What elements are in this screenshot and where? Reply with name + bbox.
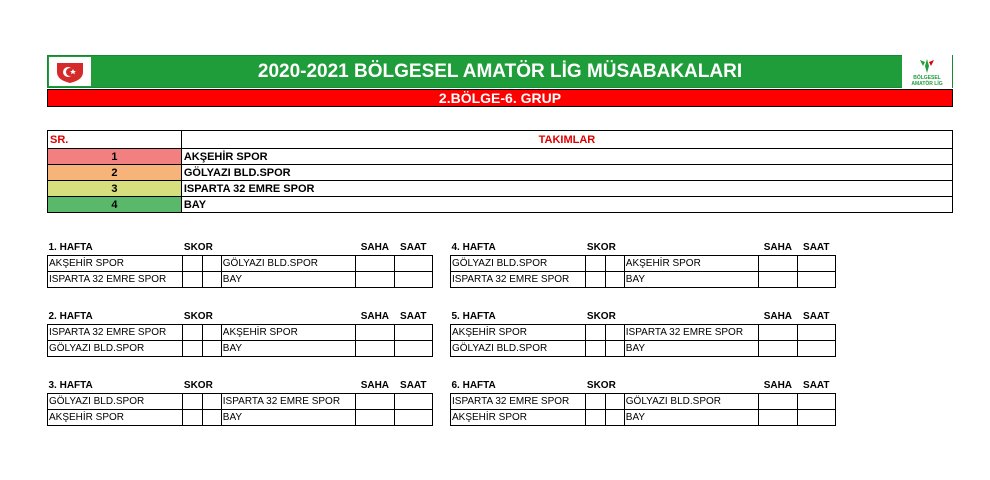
team-name: GÖLYAZI BLD.SPOR [181, 165, 952, 181]
match-row [451, 393, 836, 409]
away-team: BAY [221, 409, 355, 425]
away-team: BAY [221, 340, 355, 356]
group-subtitle-text: 2.BÖLGE-6. GRUP [438, 90, 562, 106]
league-logo-text: BÖLGESEL AMATÖR LİG [911, 75, 943, 87]
away-team: ISPARTA 32 EMRE SPOR [221, 393, 355, 409]
home-team: GÖLYAZI BLD.SPOR [48, 340, 183, 356]
week-fixture-table [47, 379, 433, 426]
federation-logo [49, 57, 91, 86]
away-score[interactable] [605, 393, 624, 409]
home-team: AKŞEHİR SPOR [451, 324, 586, 340]
week-label: 6. HAFTA [451, 380, 496, 392]
saha-header: SAHA [360, 311, 390, 323]
saat-header: SAAT [803, 311, 830, 323]
skor-header: SKOR [183, 311, 213, 323]
skor-header: SKOR [586, 380, 616, 392]
home-team: ISPARTA 32 EMRE SPOR [48, 271, 183, 287]
home-score[interactable] [183, 324, 202, 340]
away-team: BAY [624, 271, 758, 287]
league-logo [902, 55, 952, 89]
saha-cell[interactable] [759, 324, 797, 340]
skor-header: SKOR [183, 380, 213, 392]
home-score[interactable] [183, 393, 202, 409]
home-score[interactable] [183, 271, 202, 287]
home-team: AKŞEHİR SPOR [48, 409, 183, 425]
home-team: GÖLYAZI BLD.SPOR [451, 340, 586, 356]
saat-cell[interactable] [797, 340, 835, 356]
away-team: ISPARTA 32 EMRE SPOR [624, 324, 758, 340]
team-rank: 3 [48, 181, 182, 197]
away-team: GÖLYAZI BLD.SPOR [624, 393, 758, 409]
match-row [48, 271, 433, 287]
saat-cell[interactable] [797, 324, 835, 340]
skor-header: SKOR [586, 242, 616, 254]
home-team: ISPARTA 32 EMRE SPOR [451, 271, 586, 287]
week-header [48, 241, 433, 255]
team-name: BAY [181, 197, 952, 213]
week-label: 1. HAFTA [48, 242, 93, 254]
match-row [48, 409, 433, 425]
saat-cell[interactable] [394, 255, 432, 271]
saha-cell[interactable] [759, 409, 797, 425]
week-fixture-table [450, 241, 836, 288]
page-title [47, 55, 953, 88]
home-team: GÖLYAZI BLD.SPOR [451, 255, 586, 271]
week-label: 5. HAFTA [451, 311, 496, 323]
match-row [48, 340, 433, 356]
week-fixture-table [450, 310, 836, 357]
week-fixture-table [450, 379, 836, 426]
week-label: 4. HAFTA [451, 242, 496, 254]
week-header [48, 310, 433, 324]
league-emblem-icon [916, 57, 938, 75]
saha-cell[interactable] [356, 393, 394, 409]
saha-header: SAHA [360, 242, 390, 254]
home-score[interactable] [586, 324, 605, 340]
team-name: ISPARTA 32 EMRE SPOR [181, 181, 952, 197]
team-row [48, 165, 953, 181]
home-team: AKŞEHİR SPOR [451, 409, 586, 425]
away-score[interactable] [605, 340, 624, 356]
saha-header: SAHA [763, 380, 793, 392]
saat-header: SAAT [400, 311, 427, 323]
away-team: GÖLYAZI BLD.SPOR [221, 255, 355, 271]
saat-cell[interactable] [394, 324, 432, 340]
match-row [451, 340, 836, 356]
week-label: 2. HAFTA [48, 311, 93, 323]
saha-cell[interactable] [759, 271, 797, 287]
match-row [451, 255, 836, 271]
saat-cell[interactable] [797, 255, 835, 271]
teams-header: TAKIMLAR [181, 131, 952, 149]
teams-table-header [48, 131, 953, 149]
match-row [451, 324, 836, 340]
tff-emblem-icon [53, 60, 87, 84]
skor-header: SKOR [183, 242, 213, 254]
teams-table [47, 130, 953, 213]
week-fixture-table [47, 310, 433, 357]
match-row [48, 324, 433, 340]
saat-cell[interactable] [797, 271, 835, 287]
saha-header: SAHA [763, 311, 793, 323]
team-row [48, 197, 953, 213]
away-team: AKŞEHİR SPOR [221, 324, 355, 340]
page-title-text: 2020-2021 BÖLGESEL AMATÖR LİG MÜSABAKALARI [257, 60, 743, 82]
skor-header: SKOR [586, 311, 616, 323]
home-score[interactable] [586, 393, 605, 409]
saat-header: SAAT [400, 242, 427, 254]
saat-cell[interactable] [797, 393, 835, 409]
saha-cell[interactable] [356, 255, 394, 271]
match-row [451, 409, 836, 425]
team-name: AKŞEHİR SPOR [181, 149, 952, 165]
home-team: ISPARTA 32 EMRE SPOR [451, 393, 586, 409]
away-team: AKŞEHİR SPOR [624, 255, 758, 271]
home-score[interactable] [183, 340, 202, 356]
home-team: GÖLYAZI BLD.SPOR [48, 393, 183, 409]
match-row [48, 393, 433, 409]
week-fixture-table [47, 241, 433, 288]
home-team: AKŞEHİR SPOR [48, 255, 183, 271]
away-score[interactable] [605, 324, 624, 340]
week-header [48, 379, 433, 393]
saat-cell[interactable] [394, 271, 432, 287]
sr-header: SR. [48, 131, 182, 149]
saat-header: SAAT [803, 242, 830, 254]
home-score[interactable] [586, 255, 605, 271]
away-score[interactable] [202, 324, 221, 340]
saha-cell[interactable] [356, 324, 394, 340]
away-team: BAY [624, 340, 758, 356]
away-score[interactable] [605, 271, 624, 287]
match-row [451, 271, 836, 287]
group-subtitle [47, 89, 953, 107]
home-team: ISPARTA 32 EMRE SPOR [48, 324, 183, 340]
away-score[interactable] [605, 255, 624, 271]
away-team: BAY [221, 271, 355, 287]
saat-cell[interactable] [394, 393, 432, 409]
home-score[interactable] [586, 409, 605, 425]
away-score[interactable] [605, 409, 624, 425]
home-score[interactable] [183, 255, 202, 271]
week-header [451, 241, 836, 255]
saat-header: SAAT [400, 380, 427, 392]
saha-cell[interactable] [759, 393, 797, 409]
home-score[interactable] [586, 271, 605, 287]
saat-cell[interactable] [394, 409, 432, 425]
week-header [451, 379, 836, 393]
team-rank: 4 [48, 197, 182, 213]
saat-header: SAAT [803, 380, 830, 392]
team-rank: 2 [48, 165, 182, 181]
away-score[interactable] [202, 271, 221, 287]
away-score[interactable] [202, 340, 221, 356]
week-header [451, 310, 836, 324]
team-row [48, 149, 953, 165]
saha-cell[interactable] [759, 255, 797, 271]
home-score[interactable] [183, 409, 202, 425]
home-score[interactable] [586, 340, 605, 356]
saha-cell[interactable] [356, 271, 394, 287]
saha-header: SAHA [763, 242, 793, 254]
match-row [48, 255, 433, 271]
week-label: 3. HAFTA [48, 380, 93, 392]
saha-cell[interactable] [356, 340, 394, 356]
team-row [48, 181, 953, 197]
away-score[interactable] [202, 393, 221, 409]
saat-cell[interactable] [394, 340, 432, 356]
away-score[interactable] [202, 255, 221, 271]
saha-cell[interactable] [759, 340, 797, 356]
away-team: BAY [624, 409, 758, 425]
saat-cell[interactable] [797, 409, 835, 425]
saha-header: SAHA [360, 380, 390, 392]
team-rank: 1 [48, 149, 182, 165]
away-score[interactable] [202, 409, 221, 425]
saha-cell[interactable] [356, 409, 394, 425]
